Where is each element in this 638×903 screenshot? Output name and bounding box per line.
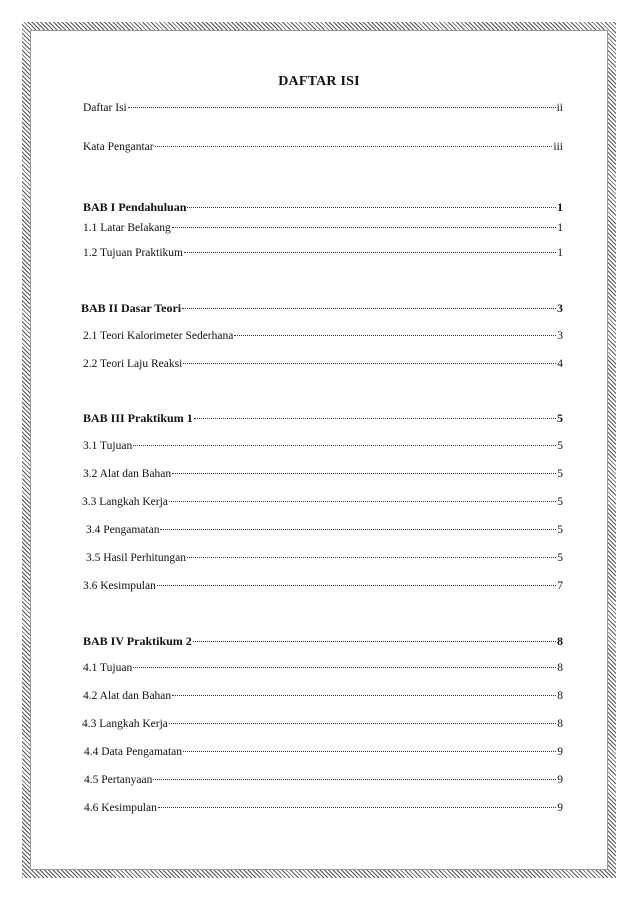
toc-entry-page: 9 xyxy=(557,774,563,786)
leader-dots xyxy=(155,146,553,147)
toc-entry-page: 5 xyxy=(557,468,563,480)
toc-entry-4-2[interactable] xyxy=(83,690,563,702)
leader-dots xyxy=(160,529,556,530)
leader-dots xyxy=(128,107,556,108)
toc-entry-label: 3.4 Pengamatan xyxy=(86,524,160,536)
leader-dots xyxy=(187,207,556,208)
leader-dots xyxy=(133,667,556,668)
toc-entry-label: 2.1 Teori Kalorimeter Sederhana xyxy=(83,330,234,342)
leader-dots xyxy=(172,695,556,696)
toc-entry-page: 4 xyxy=(557,358,563,370)
toc-entry-label: 3.6 Kesimpulan xyxy=(83,580,156,592)
toc-entry-page: 7 xyxy=(557,580,563,592)
toc-entry-4-5[interactable] xyxy=(84,774,563,786)
toc-entry-page: 3 xyxy=(557,301,563,315)
toc-entry-label: BAB III Praktikum 1 xyxy=(83,411,193,425)
toc-entry-bab-1[interactable] xyxy=(83,200,563,215)
toc-entry-label: Kata Pengantar xyxy=(83,141,154,153)
toc-entry-page: 8 xyxy=(557,718,563,730)
leader-dots xyxy=(234,335,556,336)
toc-entry-1-2[interactable] xyxy=(83,247,563,259)
leader-dots xyxy=(169,723,556,724)
toc-entry-page: 8 xyxy=(557,634,563,648)
toc-entry-4-6[interactable] xyxy=(84,802,563,814)
toc-entry-label: BAB IV Praktikum 2 xyxy=(83,634,192,648)
toc-entry-page: 1 xyxy=(557,222,563,234)
toc-entry-1-1[interactable] xyxy=(83,222,563,234)
toc-entry-bab-4[interactable] xyxy=(83,634,563,649)
leader-dots xyxy=(183,751,556,752)
leader-dots xyxy=(193,641,556,642)
toc-entry-3-4[interactable] xyxy=(86,524,563,536)
toc-entry-page: 5 xyxy=(557,496,563,508)
toc-entry-label: 4.4 Data Pengamatan xyxy=(84,746,183,758)
leader-dots xyxy=(183,363,556,364)
toc-entry-label: 3.3 Langkah Kerja xyxy=(82,496,168,508)
toc-entry-3-6[interactable] xyxy=(83,580,563,592)
toc-entry-label: BAB I Pendahuluan xyxy=(83,200,187,214)
toc-entry-2-2[interactable] xyxy=(83,358,563,370)
toc-entry-label: 4.3 Langkah Kerja xyxy=(82,718,168,730)
toc-entry-kata-pengantar[interactable] xyxy=(83,141,563,153)
leader-dots xyxy=(184,252,556,253)
toc-entry-label: 4.5 Pertanyaan xyxy=(84,774,153,786)
leader-dots xyxy=(158,807,556,808)
toc-entry-3-5[interactable] xyxy=(86,552,563,564)
toc-entry-daftar-isi[interactable] xyxy=(83,102,563,114)
leader-dots xyxy=(187,557,556,558)
toc-entry-label: 1.1 Latar Belakang xyxy=(83,222,171,234)
toc-entry-3-2[interactable] xyxy=(83,468,563,480)
toc-entry-label: 3.5 Hasil Perhitungan xyxy=(86,552,186,564)
toc-entry-label: 2.2 Teori Laju Reaksi xyxy=(83,358,183,370)
toc-entry-page: 5 xyxy=(557,552,563,564)
leader-dots xyxy=(169,501,556,502)
toc-entry-page: 9 xyxy=(557,802,563,814)
toc-entry-bab-2[interactable] xyxy=(81,301,563,316)
toc-entry-page: 9 xyxy=(557,746,563,758)
toc-entry-page: iii xyxy=(553,141,563,153)
toc-entry-page: 8 xyxy=(557,690,563,702)
leader-dots xyxy=(153,779,556,780)
toc-entry-label: BAB II Dasar Teori xyxy=(81,301,182,315)
leader-dots xyxy=(194,418,556,419)
toc-entry-label: Daftar Isi xyxy=(83,102,127,114)
toc-entry-4-1[interactable] xyxy=(83,662,563,674)
toc-entry-bab-3[interactable] xyxy=(83,411,563,426)
toc-entry-label: 3.1 Tujuan xyxy=(83,440,133,452)
toc-entry-label: 3.2 Alat dan Bahan xyxy=(83,468,172,480)
toc-entry-4-4[interactable] xyxy=(84,746,563,758)
toc-entry-label: 4.6 Kesimpulan xyxy=(84,802,157,814)
toc-entry-page: 1 xyxy=(557,200,563,214)
page-title: DAFTAR ISI xyxy=(278,74,360,89)
toc-entry-page: ii xyxy=(556,102,563,114)
leader-dots xyxy=(182,308,556,309)
toc-entry-3-1[interactable] xyxy=(83,440,563,452)
leader-dots xyxy=(172,473,556,474)
toc-entry-page: 8 xyxy=(557,662,563,674)
leader-dots xyxy=(172,227,556,228)
leader-dots xyxy=(157,585,556,586)
toc-entry-4-3[interactable] xyxy=(82,718,563,730)
toc-entry-page: 5 xyxy=(557,440,563,452)
toc-entry-page: 3 xyxy=(557,330,563,342)
toc-entry-label: 1.2 Tujuan Praktikum xyxy=(83,247,184,259)
leader-dots xyxy=(133,445,556,446)
toc-entry-page: 5 xyxy=(557,411,563,425)
toc-entry-2-1[interactable] xyxy=(83,330,563,342)
toc-entry-3-3[interactable] xyxy=(82,496,563,508)
toc-entry-label: 4.1 Tujuan xyxy=(83,662,133,674)
toc-entry-page: 1 xyxy=(557,247,563,259)
toc-entry-page: 5 xyxy=(557,524,563,536)
toc-entry-label: 4.2 Alat dan Bahan xyxy=(83,690,172,702)
